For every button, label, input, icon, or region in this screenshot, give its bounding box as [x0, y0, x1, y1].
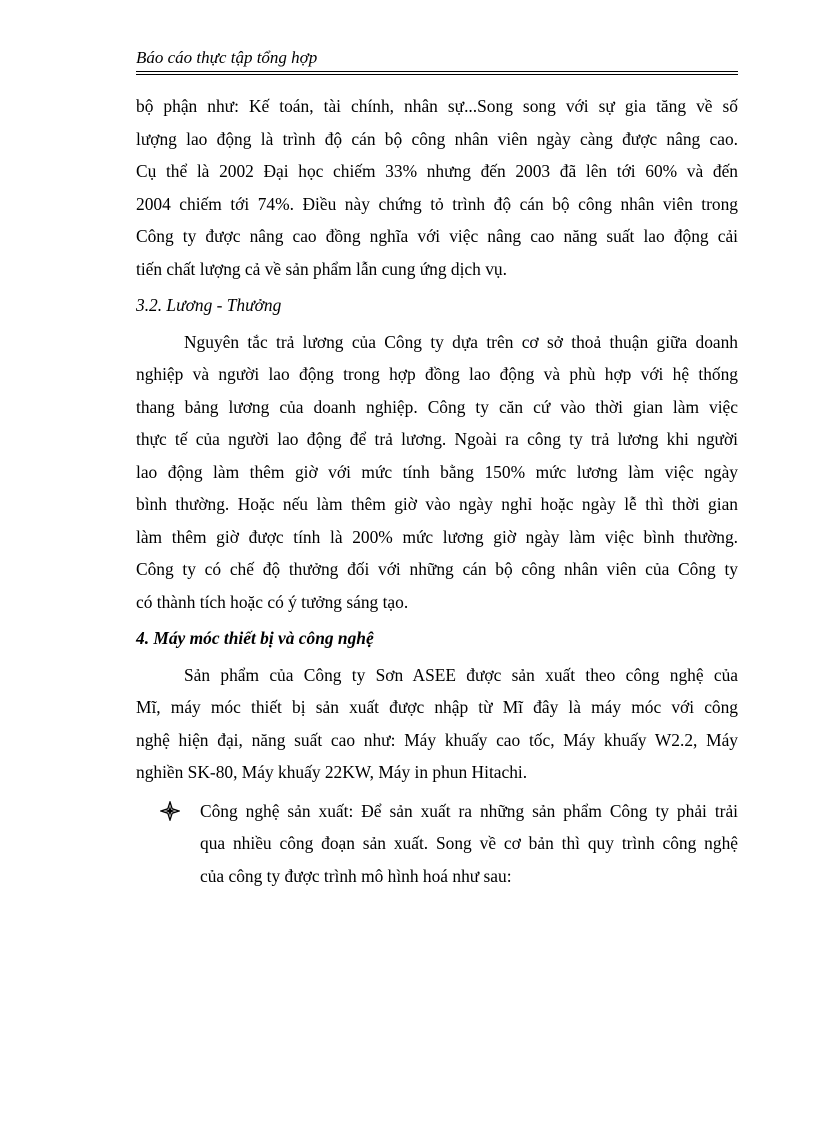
header-rule-double: [136, 74, 738, 75]
paragraph-line: nghiệp và người lao động trong hợp đồng lao động và phù hợp với hệ thống: [136, 364, 738, 384]
paragraph-line: Mĩ, máy móc thiết bị sản xuất được nhập từ Mĩ đây là máy móc với công: [136, 697, 738, 717]
diamond-bullet-icon: [160, 801, 180, 821]
salary-paragraph: [136, 326, 738, 619]
header-title: Báo cáo thực tập tổng hợp: [136, 48, 318, 67]
machinery-paragraph: [136, 659, 738, 789]
paragraph-line: thực tế của người lao động để trả lương. Ngoài ra công ty trả lương khi người: [136, 429, 738, 449]
header-rule: [136, 71, 738, 72]
paragraph-line: bộ phận như: Kế toán, tài chính, nhân sự...Song song với sự gia tăng về số: [136, 96, 738, 116]
paragraph-line: nghiền SK-80, Máy khuấy 22KW, Máy in phun Hitachi.: [136, 762, 528, 782]
intro-paragraph: [136, 90, 738, 285]
section-heading-machinery: 4. Máy móc thiết bị và công nghệ: [136, 628, 374, 648]
paragraph-line: lao động làm thêm giờ với mức tính bằng 150% mức lương làm việc ngày: [136, 461, 738, 482]
paragraph-line: Sản phẩm của Công ty Sơn ASEE được sản xuất theo công nghệ của: [184, 664, 738, 685]
paragraph-line: tiến chất lượng cả về sản phẩm lẫn cung ứng dịch vụ.: [136, 258, 507, 279]
paragraph-line: Công ty có chế độ thưởng đối với những cán bộ công nhân viên của Công ty: [136, 559, 738, 579]
paragraph-line: bình thường. Hoặc nếu làm thêm giờ vào ngày nghỉ hoặc ngày lễ thì thời gian: [136, 494, 738, 514]
page-header: [136, 48, 738, 75]
paragraph-line: lượng lao động là trình độ cán bộ công nhân viên ngày càng được nâng cao.: [136, 128, 738, 149]
paragraph-line: làm thêm giờ được tính là 200% mức lương giờ ngày làm việc bình thường.: [136, 526, 738, 547]
paragraph-line: Nguyên tắc trả lương của Công ty dựa trên cơ sở thoả thuận giữa doanh: [184, 331, 738, 352]
section-title-salary-bonus: 3.2. Lương - Thưởng: [136, 295, 282, 315]
document-body: [136, 90, 738, 892]
paragraph-line: nghệ hiện đại, năng suất cao như: Máy khuấy cao tốc, Máy khuấy W2.2, Máy: [136, 729, 738, 750]
paragraph-line: qua nhiều công đoạn sản xuất. Song về cơ bản thì quy trình công nghệ: [200, 833, 738, 853]
technology-bullet: [136, 795, 738, 893]
paragraph-line: 2004 chiếm tới 74%. Điều này chứng tỏ trình độ cán bộ công nhân viên trong: [136, 193, 738, 214]
bullet-text: [200, 795, 738, 893]
paragraph-line: Công ty được nâng cao đồng nghĩa với việc nâng cao năng suất lao động cải: [136, 226, 738, 246]
paragraph-line: thang bảng lương của doanh nghiệp. Công ty căn cứ vào thời gian làm việc: [136, 396, 738, 417]
paragraph-line: của công ty được trình mô hình hoá như sau:: [200, 865, 512, 886]
paragraph-line: có thành tích hoặc có ý tưởng sáng tạo.: [136, 591, 409, 612]
paragraph-line: Công nghệ sản xuất: Để sản xuất ra những sản phẩm Công ty phải trải: [200, 800, 738, 821]
paragraph-line: Cụ thể là 2002 Đại học chiếm 33% nhưng đến 2003 đã lên tới 60% và đến: [136, 161, 738, 181]
